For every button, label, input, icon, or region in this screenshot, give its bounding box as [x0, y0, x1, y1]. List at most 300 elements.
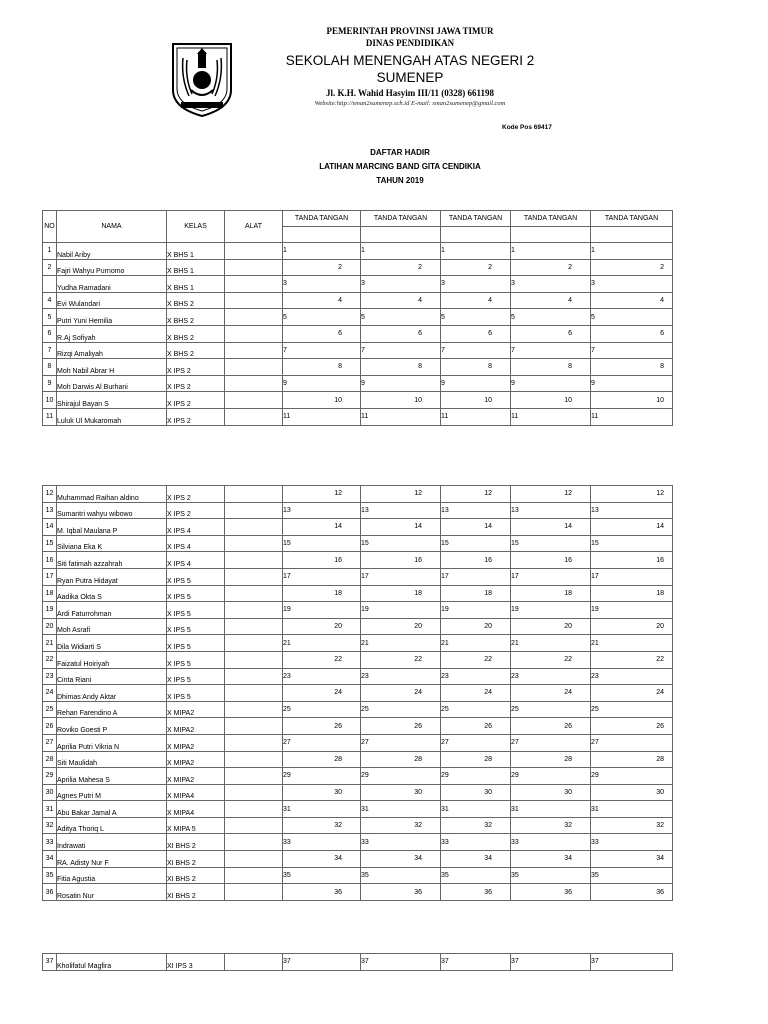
header-blank — [591, 227, 673, 243]
signature-cell: 10 — [511, 392, 591, 409]
row-number: 27 — [43, 734, 57, 751]
student-name: Aprilia Mahesa S — [57, 768, 167, 785]
header-tanda-tangan-1: TANDA TANGAN — [283, 211, 361, 227]
signature-cell: 24 — [361, 685, 441, 702]
signature-cell: 36 — [511, 884, 591, 901]
instrument-cell — [225, 519, 283, 536]
signature-cell: 14 — [283, 519, 361, 536]
table-header-row — [43, 211, 673, 227]
signature-cell: 33 — [511, 834, 591, 851]
student-name: Fajri Wahyu Purnomo — [57, 259, 167, 276]
table-row — [43, 519, 673, 536]
instrument-cell — [225, 309, 283, 326]
signature-cell: 24 — [591, 685, 673, 702]
row-number: 7 — [43, 342, 57, 359]
signature-cell: 16 — [441, 552, 511, 569]
table-row — [43, 552, 673, 569]
student-name: Yudha Ramadani — [57, 276, 167, 293]
instrument-cell — [225, 851, 283, 868]
signature-cell: 15 — [361, 535, 441, 552]
instrument-cell — [225, 342, 283, 359]
signature-cell: 2 — [441, 259, 511, 276]
signature-cell: 12 — [591, 486, 673, 503]
student-name: Rosatin Nur — [57, 884, 167, 901]
signature-cell: 19 — [511, 602, 591, 619]
signature-cell: 31 — [283, 801, 361, 818]
table-row — [43, 651, 673, 668]
student-class: X IPS 5 — [167, 651, 225, 668]
header-nama: NAMA — [57, 211, 167, 243]
signature-cell: 19 — [441, 602, 511, 619]
table-row — [43, 243, 673, 260]
signature-cell: 3 — [441, 276, 511, 293]
instrument-cell — [225, 276, 283, 293]
signature-cell: 9 — [511, 375, 591, 392]
signature-cell: 31 — [511, 801, 591, 818]
student-name: Ardi Faturrohman — [57, 602, 167, 619]
signature-cell: 28 — [441, 751, 511, 768]
signature-cell: 1 — [511, 243, 591, 260]
signature-cell: 9 — [361, 375, 441, 392]
signature-cell: 18 — [511, 585, 591, 602]
table-row — [43, 701, 673, 718]
signature-cell: 37 — [441, 954, 511, 971]
row-number: 33 — [43, 834, 57, 851]
signature-cell: 36 — [591, 884, 673, 901]
table-row — [43, 325, 673, 342]
row-number: 5 — [43, 309, 57, 326]
instrument-cell — [225, 884, 283, 901]
row-number: 34 — [43, 851, 57, 868]
signature-cell: 37 — [283, 954, 361, 971]
doc-subtitle: LATIHAN MARCING BAND GITA CENDIKIA — [319, 162, 481, 171]
header-department: DINAS PENDIDIKAN — [365, 38, 455, 48]
table-row — [43, 392, 673, 409]
row-number: 32 — [43, 817, 57, 834]
signature-cell: 23 — [361, 668, 441, 685]
table-row — [43, 751, 673, 768]
signature-cell: 21 — [511, 635, 591, 652]
signature-cell: 25 — [283, 701, 361, 718]
student-name: Indrawati — [57, 834, 167, 851]
header-no: NO — [43, 211, 57, 243]
student-class: X IPS 4 — [167, 552, 225, 569]
signature-cell: 24 — [283, 685, 361, 702]
signature-cell: 26 — [591, 718, 673, 735]
student-class: X BHS 1 — [167, 276, 225, 293]
student-class: X MIPA2 — [167, 734, 225, 751]
signature-cell: 24 — [441, 685, 511, 702]
signature-cell: 25 — [361, 701, 441, 718]
signature-cell: 7 — [361, 342, 441, 359]
signature-cell: 31 — [361, 801, 441, 818]
instrument-cell — [225, 618, 283, 635]
attendance-table-2 — [42, 485, 673, 901]
table-row — [43, 884, 673, 901]
signature-cell: 36 — [361, 884, 441, 901]
signature-cell: 23 — [591, 668, 673, 685]
signature-cell: 18 — [441, 585, 511, 602]
student-class: X MIPA2 — [167, 768, 225, 785]
signature-cell: 26 — [361, 718, 441, 735]
instrument-cell — [225, 867, 283, 884]
attendance-table-3 — [42, 953, 673, 971]
signature-cell: 12 — [441, 486, 511, 503]
table-row — [43, 851, 673, 868]
signature-cell: 19 — [361, 602, 441, 619]
row-number: 8 — [43, 359, 57, 376]
instrument-cell — [225, 486, 283, 503]
signature-cell: 9 — [283, 375, 361, 392]
header-school-name: SEKOLAH MENENGAH ATAS NEGERI 2 — [285, 53, 535, 68]
signature-cell: 10 — [591, 392, 673, 409]
signature-cell: 31 — [591, 801, 673, 818]
student-name: Rehan Farendino A — [57, 701, 167, 718]
signature-cell: 23 — [441, 668, 511, 685]
signature-cell: 17 — [361, 568, 441, 585]
student-class: X BHS 1 — [167, 259, 225, 276]
row-number: 14 — [43, 519, 57, 536]
student-class: X IPS 5 — [167, 602, 225, 619]
signature-cell: 5 — [361, 309, 441, 326]
student-name: Sumantri wahyu wibowo — [57, 502, 167, 519]
signature-cell: 27 — [361, 734, 441, 751]
table-row — [43, 359, 673, 376]
row-number: 12 — [43, 486, 57, 503]
signature-cell: 21 — [361, 635, 441, 652]
student-class: X BHS 1 — [167, 243, 225, 260]
student-name: Luluk Ul Mukaromah — [57, 408, 167, 425]
student-class: XI BHS 2 — [167, 851, 225, 868]
student-name: RA. Adisty Nur F — [57, 851, 167, 868]
signature-cell: 8 — [283, 359, 361, 376]
signature-cell: 3 — [511, 276, 591, 293]
signature-cell: 7 — [441, 342, 511, 359]
header-contact: Website:http://sman2sumenep.sch.id E-mail: sman2sumenep@gmail.com — [314, 100, 506, 107]
student-class: X IPS 2 — [167, 408, 225, 425]
signature-cell: 15 — [591, 535, 673, 552]
signature-cell: 33 — [283, 834, 361, 851]
signature-cell: 7 — [283, 342, 361, 359]
header-blank — [283, 227, 361, 243]
student-name: Abu Bakar Jamal A — [57, 801, 167, 818]
instrument-cell — [225, 392, 283, 409]
signature-cell: 20 — [361, 618, 441, 635]
signature-cell: 5 — [591, 309, 673, 326]
instrument-cell — [225, 701, 283, 718]
signature-cell: 32 — [283, 817, 361, 834]
student-class: X IPS 2 — [167, 375, 225, 392]
row-number: 18 — [43, 585, 57, 602]
signature-cell: 2 — [591, 259, 673, 276]
row-number: 22 — [43, 651, 57, 668]
signature-cell: 15 — [283, 535, 361, 552]
signature-cell: 33 — [591, 834, 673, 851]
signature-cell: 37 — [591, 954, 673, 971]
instrument-cell — [225, 635, 283, 652]
student-class: XI BHS 2 — [167, 884, 225, 901]
row-number: 17 — [43, 568, 57, 585]
row-number: 30 — [43, 784, 57, 801]
instrument-cell — [225, 568, 283, 585]
signature-cell: 6 — [361, 325, 441, 342]
signature-cell: 22 — [511, 651, 591, 668]
student-class: X MIPA4 — [167, 801, 225, 818]
signature-cell: 2 — [361, 259, 441, 276]
student-class: X IPS 2 — [167, 486, 225, 503]
signature-cell: 28 — [361, 751, 441, 768]
signature-cell: 18 — [591, 585, 673, 602]
row-number: 29 — [43, 768, 57, 785]
signature-cell: 28 — [511, 751, 591, 768]
student-class: X IPS 2 — [167, 359, 225, 376]
student-class: XI IPS 3 — [167, 954, 225, 971]
signature-cell: 4 — [361, 292, 441, 309]
signature-cell: 34 — [361, 851, 441, 868]
student-name: Shirajul Bayan S — [57, 392, 167, 409]
signature-cell: 7 — [591, 342, 673, 359]
student-class: X MIPA2 — [167, 751, 225, 768]
signature-cell: 21 — [591, 635, 673, 652]
student-class: X IPS 5 — [167, 618, 225, 635]
signature-cell: 6 — [591, 325, 673, 342]
student-class: X IPS 2 — [167, 392, 225, 409]
student-name: Rizqi Amaliyah — [57, 342, 167, 359]
signature-cell: 11 — [283, 408, 361, 425]
signature-cell: 4 — [283, 292, 361, 309]
signature-cell: 12 — [511, 486, 591, 503]
student-name: Moh Asrafi — [57, 618, 167, 635]
signature-cell: 22 — [441, 651, 511, 668]
student-class: X BHS 2 — [167, 292, 225, 309]
row-number — [43, 276, 57, 293]
student-class: X IPS 5 — [167, 685, 225, 702]
student-name: R.Aj Sofiyah — [57, 325, 167, 342]
row-number: 26 — [43, 718, 57, 735]
table-row — [43, 486, 673, 503]
signature-cell: 15 — [441, 535, 511, 552]
table-row — [43, 585, 673, 602]
signature-cell: 6 — [283, 325, 361, 342]
signature-cell: 20 — [283, 618, 361, 635]
table-row — [43, 685, 673, 702]
instrument-cell — [225, 259, 283, 276]
header-kelas: KELAS — [167, 211, 225, 243]
table-row — [43, 292, 673, 309]
signature-cell: 26 — [441, 718, 511, 735]
table-row — [43, 668, 673, 685]
signature-cell: 3 — [283, 276, 361, 293]
instrument-cell — [225, 359, 283, 376]
table-row — [43, 535, 673, 552]
table-row — [43, 801, 673, 818]
student-name: Siti fatimah azzahrah — [57, 552, 167, 569]
instrument-cell — [225, 801, 283, 818]
signature-cell: 10 — [361, 392, 441, 409]
signature-cell: 24 — [511, 685, 591, 702]
signature-cell: 30 — [441, 784, 511, 801]
signature-cell: 16 — [283, 552, 361, 569]
signature-cell: 19 — [283, 602, 361, 619]
postal-code: Kode Pos 69417 — [502, 124, 552, 131]
instrument-cell — [225, 408, 283, 425]
signature-cell: 21 — [441, 635, 511, 652]
row-number: 16 — [43, 552, 57, 569]
signature-cell: 16 — [361, 552, 441, 569]
signature-cell: 20 — [511, 618, 591, 635]
signature-cell: 11 — [361, 408, 441, 425]
signature-cell: 4 — [511, 292, 591, 309]
instrument-cell — [225, 375, 283, 392]
signature-cell: 25 — [441, 701, 511, 718]
instrument-cell — [225, 292, 283, 309]
east-java-emblem-logo — [167, 38, 237, 120]
student-class: X BHS 2 — [167, 325, 225, 342]
student-name: Kholifatul Magfira — [57, 954, 167, 971]
student-class: X IPS 4 — [167, 535, 225, 552]
signature-cell: 18 — [361, 585, 441, 602]
signature-cell: 30 — [511, 784, 591, 801]
student-class: X IPS 5 — [167, 568, 225, 585]
row-number: 4 — [43, 292, 57, 309]
row-number: 21 — [43, 635, 57, 652]
signature-cell: 30 — [283, 784, 361, 801]
row-number: 24 — [43, 685, 57, 702]
signature-cell: 37 — [361, 954, 441, 971]
row-number: 25 — [43, 701, 57, 718]
signature-cell: 27 — [591, 734, 673, 751]
signature-cell: 12 — [283, 486, 361, 503]
instrument-cell — [225, 602, 283, 619]
table-row — [43, 502, 673, 519]
signature-cell: 29 — [283, 768, 361, 785]
header-province: PEMERINTAH PROVINSI JAWA TIMUR — [326, 26, 494, 36]
signature-cell: 2 — [511, 259, 591, 276]
header-tanda-tangan-5: TANDA TANGAN — [591, 211, 673, 227]
instrument-cell — [225, 817, 283, 834]
signature-cell: 27 — [511, 734, 591, 751]
signature-cell: 34 — [591, 851, 673, 868]
signature-cell: 13 — [283, 502, 361, 519]
signature-cell: 34 — [283, 851, 361, 868]
signature-cell: 33 — [361, 834, 441, 851]
signature-cell: 35 — [283, 867, 361, 884]
student-class: X MIPA4 — [167, 784, 225, 801]
signature-cell: 29 — [441, 768, 511, 785]
table-row — [43, 408, 673, 425]
table-row — [43, 834, 673, 851]
signature-cell: 1 — [283, 243, 361, 260]
instrument-cell — [225, 552, 283, 569]
table-row — [43, 276, 673, 293]
instrument-cell — [225, 668, 283, 685]
signature-cell: 30 — [361, 784, 441, 801]
signature-cell: 10 — [441, 392, 511, 409]
signature-cell: 6 — [511, 325, 591, 342]
instrument-cell — [225, 768, 283, 785]
instrument-cell — [225, 751, 283, 768]
signature-cell: 10 — [283, 392, 361, 409]
row-number: 28 — [43, 751, 57, 768]
table-row — [43, 309, 673, 326]
signature-cell: 29 — [511, 768, 591, 785]
row-number: 36 — [43, 884, 57, 901]
signature-cell: 1 — [441, 243, 511, 260]
signature-cell: 14 — [441, 519, 511, 536]
row-number: 6 — [43, 325, 57, 342]
signature-cell: 26 — [283, 718, 361, 735]
student-name: Faizatul Hoiriyah — [57, 651, 167, 668]
signature-cell: 8 — [441, 359, 511, 376]
signature-cell: 17 — [511, 568, 591, 585]
signature-cell: 13 — [361, 502, 441, 519]
signature-cell: 28 — [283, 751, 361, 768]
table-row — [43, 375, 673, 392]
signature-cell: 9 — [591, 375, 673, 392]
signature-cell: 32 — [591, 817, 673, 834]
signature-cell: 3 — [591, 276, 673, 293]
table-row — [43, 259, 673, 276]
signature-cell: 35 — [591, 867, 673, 884]
student-name: Moh Darwis Al Burhani — [57, 375, 167, 392]
instrument-cell — [225, 685, 283, 702]
signature-cell: 8 — [361, 359, 441, 376]
signature-cell: 32 — [441, 817, 511, 834]
signature-cell: 25 — [511, 701, 591, 718]
signature-cell: 1 — [591, 243, 673, 260]
row-number: 31 — [43, 801, 57, 818]
instrument-cell — [225, 325, 283, 342]
instrument-cell — [225, 734, 283, 751]
instrument-cell — [225, 718, 283, 735]
signature-cell: 37 — [511, 954, 591, 971]
header-alat: ALAT — [225, 211, 283, 243]
header-blank — [511, 227, 591, 243]
row-number: 15 — [43, 535, 57, 552]
row-number: 1 — [43, 243, 57, 260]
signature-cell: 27 — [441, 734, 511, 751]
header-tanda-tangan-2: TANDA TANGAN — [361, 211, 441, 227]
instrument-cell — [225, 834, 283, 851]
signature-cell: 16 — [511, 552, 591, 569]
student-name: Roviko Goesti P — [57, 718, 167, 735]
table-row — [43, 734, 673, 751]
signature-cell: 34 — [511, 851, 591, 868]
student-class: X IPS 2 — [167, 502, 225, 519]
signature-cell: 15 — [511, 535, 591, 552]
doc-year: TAHUN 2019 — [376, 176, 424, 185]
table-row — [43, 618, 673, 635]
signature-cell: 35 — [511, 867, 591, 884]
signature-cell: 32 — [361, 817, 441, 834]
student-class: X IPS 5 — [167, 668, 225, 685]
signature-cell: 36 — [441, 884, 511, 901]
student-class: XI BHS 2 — [167, 867, 225, 884]
signature-cell: 6 — [441, 325, 511, 342]
table-row — [43, 602, 673, 619]
signature-cell: 5 — [283, 309, 361, 326]
attendance-table-1 — [42, 210, 673, 426]
signature-cell: 11 — [441, 408, 511, 425]
student-name: Evi Wulandari — [57, 292, 167, 309]
table-row — [43, 568, 673, 585]
instrument-cell — [225, 651, 283, 668]
signature-cell: 17 — [283, 568, 361, 585]
header-tanda-tangan-3: TANDA TANGAN — [441, 211, 511, 227]
doc-title: DAFTAR HADIR — [370, 148, 430, 157]
signature-cell: 19 — [591, 602, 673, 619]
student-name: Ryan Putra Hidayat — [57, 568, 167, 585]
